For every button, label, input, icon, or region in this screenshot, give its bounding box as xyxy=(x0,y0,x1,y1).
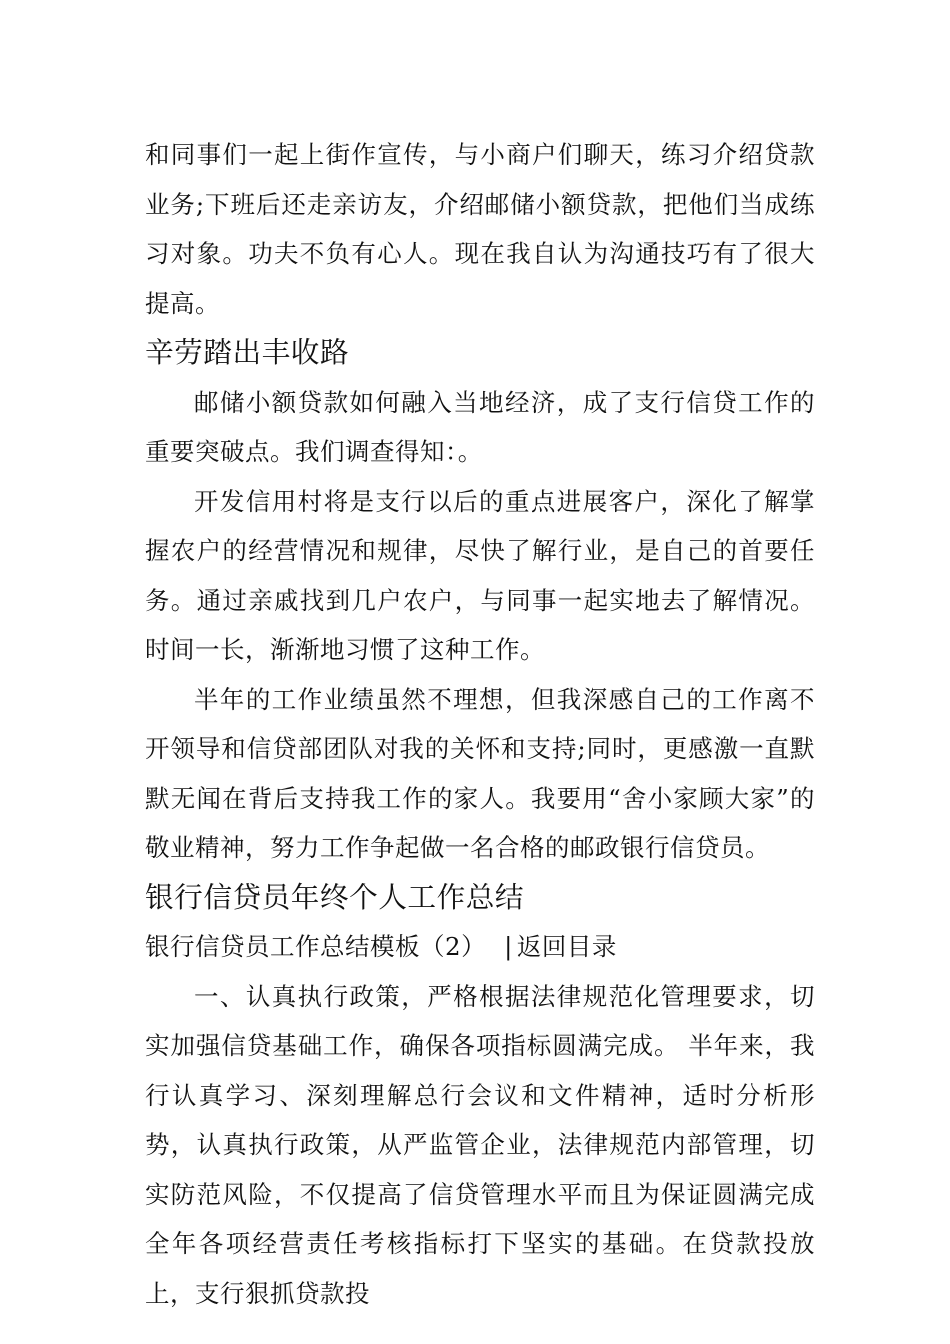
paragraph: 邮储小额贷款如何融入当地经济，成了支行信贷工作的重要突破点。我们调查得知：。 xyxy=(145,387,815,466)
toc-separator: | xyxy=(504,932,513,961)
section-heading: 银行信贷员年终个人工作总结 xyxy=(145,879,525,914)
toc-row xyxy=(145,922,815,972)
section-heading: 辛劳踏出丰收路 xyxy=(145,335,350,369)
paragraph: 和同事们一起上街作宣传，与小商户们聊天，练习介绍贷款业务;下班后还走亲访友，介绍邮储小额贷款，把他们当成练习对象。功夫不负有心人。现在我自认为沟通技巧有了很大提高。 xyxy=(145,140,815,318)
back-to-contents-link[interactable]: 返回目录 xyxy=(516,932,617,961)
document-body xyxy=(145,130,815,1318)
paragraph: 开发信用村将是支行以后的重点进展客户，深化了解掌握农户的经营情况和规律，尽快了解行业，是自己的首要任务。通过亲戚找到几户农户，与同事一起实地去了解情况。时间一长，渐渐地习惯了这种工作。 xyxy=(145,486,815,664)
toc-title: 银行信贷员工作总结模板（2） xyxy=(145,932,487,961)
paragraph: 一、认真执行政策，严格根据法律规范化管理要求，切实加强信贷基础工作，确保各项指标圆满完成。 半年来，我行认真学习、深刻理解总行会议和文件精神，适时分析形势，认真执行政策，从严监管企业，法律规范内部管理，切实防范风险，不仅提高了信贷管理水平而且为保证圆满完成全年各项经营责任考核指标打下坚实的基础。在贷款投放上，支行狠抓贷款投 xyxy=(145,981,815,1308)
paragraph: 半年的工作业绩虽然不理想，但我深感自己的工作离不开领导和信贷部团队对我的关怀和支持;同时，更感激一直默默无闻在背后支持我工作的家人。我要用“舍小家顾大家”的敬业精神，努力工作争起做一名合格的邮政银行信贷员。 xyxy=(145,684,815,862)
